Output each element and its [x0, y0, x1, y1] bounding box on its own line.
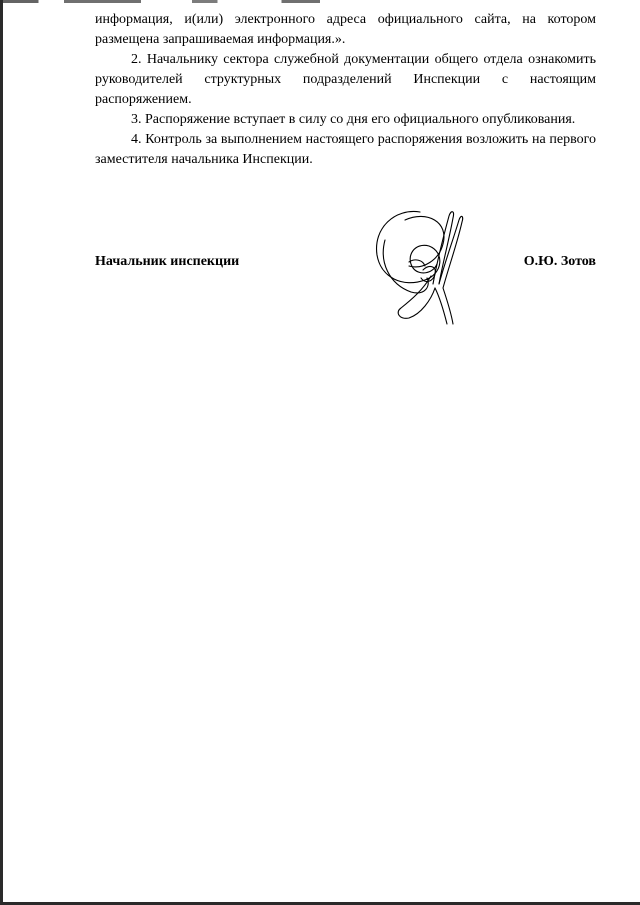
signature-row: [95, 254, 596, 276]
paragraph-continuation: информация, и(или) электронного адреса официального сайта, на котором размещена запрашиваемая информация.».: [95, 12, 596, 47]
paragraph-item-3: 3. Распоряжение вступает в силу со дня его официального опубликования.: [131, 112, 576, 127]
scan-edge-left: [0, 0, 3, 905]
scan-edge-top: [0, 0, 640, 3]
signatory-position: Начальник инспекции: [95, 254, 240, 269]
signatory-name: О.Ю. Зотов: [523, 254, 596, 269]
paragraph-item-4: 4. Контроль за выполнением настоящего распоряжения возложить на первого заместителя начальника Инспекции.: [95, 132, 596, 167]
document-body: [95, 10, 596, 170]
paragraph-item-2: 2. Начальнику сектора служебной документации общего отдела ознакомить руководителей структурных подразделений Инспекции с настоящим распоряжением.: [95, 52, 596, 107]
